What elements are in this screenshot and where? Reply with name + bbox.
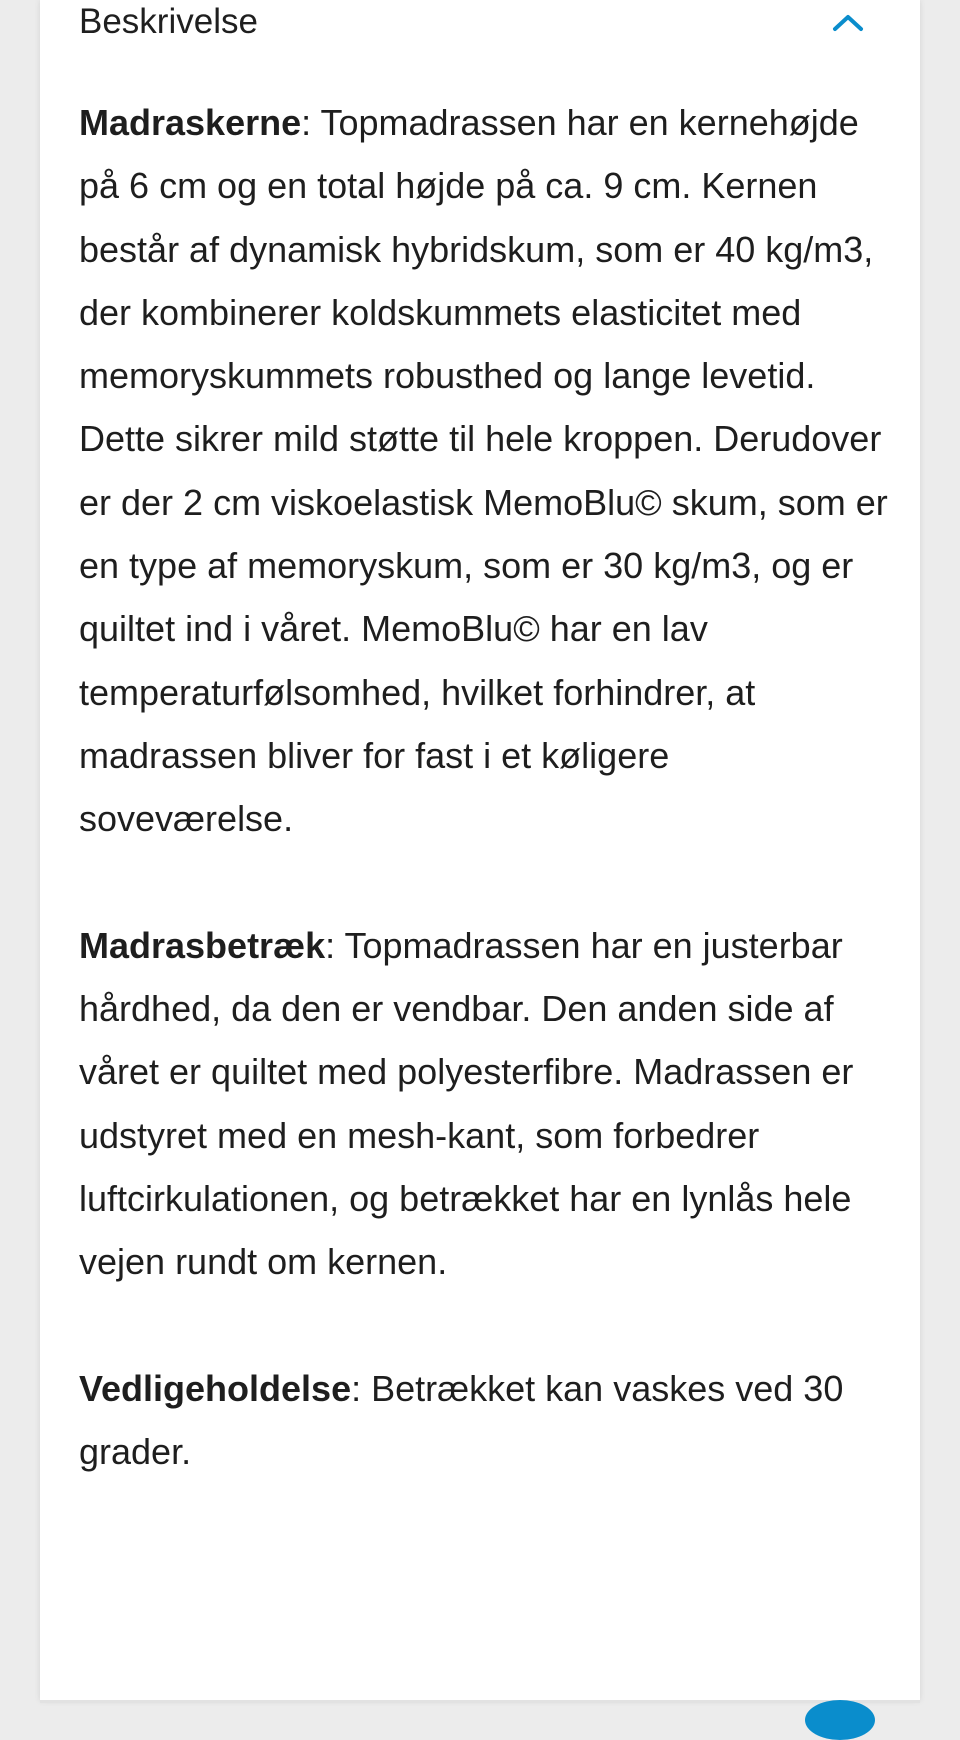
description-content <box>79 91 889 1484</box>
cover-label: Madrasbetræk <box>79 924 326 966</box>
chevron-up-icon[interactable] <box>830 8 866 38</box>
description-accordion-header[interactable] <box>40 0 920 48</box>
card-bottom-divider <box>40 1700 920 1703</box>
care-label: Vedligeholdelse <box>79 1367 352 1409</box>
cover-text: : Topmadrassen har en justerbar hårdhed, da den er vendbar. Den anden side af våret er quiltet med polyesterfibre. Madrassen er udstyret med en mesh-kant, som forbedrer luftcirkulationen, og betrækket har en lynlås hele vejen rundt om kernen. <box>79 924 854 1283</box>
care-paragraph <box>79 1357 889 1484</box>
core-text: : Topmadrassen har en kernehøjde på 6 cm og en total højde på ca. 9 cm. Kernen består af dynamisk hybridskum, som er 40 kg/m3, der kombinerer koldskummets elasticitet med memoryskummets robusthed og lange levetid. Dette sikrer mild støtte til hele kroppen. Derudover er der 2 cm viskoelastisk MemoBlu© skum, som er en type af memoryskum, som er 30 kg/m3, og er quiltet ind i våret. MemoBlu© har en lav temperaturfølsomhed, hvilket forhindrer, at madrassen bliver for fast i et køligere soveværelse. <box>79 102 888 840</box>
product-description-card <box>40 0 920 1701</box>
accordion-title: Beskrivelse <box>79 2 258 41</box>
floating-action-button[interactable] <box>805 1700 875 1740</box>
cover-paragraph <box>79 914 889 1294</box>
core-label: Madraskerne <box>79 102 302 143</box>
core-paragraph <box>79 91 889 851</box>
care-text: : Betrækket kan vaskes ved 30 grader. <box>79 1367 844 1473</box>
